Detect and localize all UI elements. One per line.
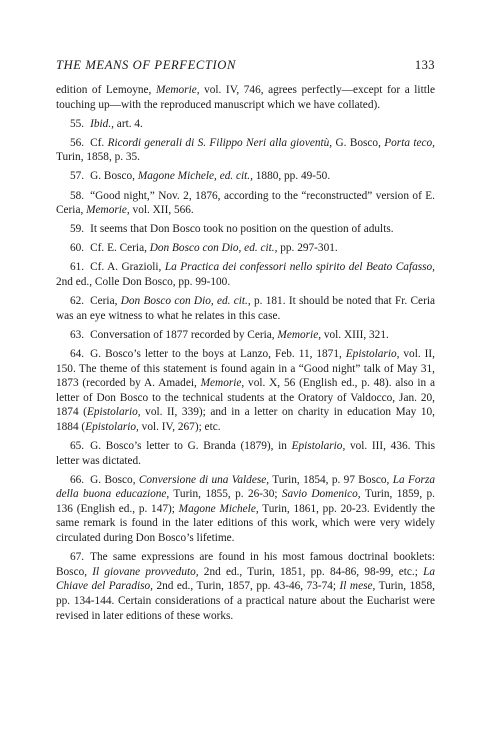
italic-citation: Ricordi generali di S. Filippo Neri alla gioventù, <box>107 136 333 149</box>
note-text: G. Bosco, <box>90 473 139 486</box>
note-text: Cf. E. Ceria, <box>90 242 150 255</box>
italic-citation: Memorie, <box>200 377 245 390</box>
endnote-60 <box>56 241 435 256</box>
note-text: Conversation of 1877 recorded by Ceria, <box>90 328 278 341</box>
endnote-number: 59. <box>70 223 85 236</box>
note-text: vol. X, 56 (English ed., p. 48). also in a letter of Don Bosco to the technical students at the Oratory of Valdocco, Jan. 20, 1874 ( <box>56 377 435 419</box>
endnote-67 <box>56 550 435 623</box>
italic-citation: Conversione di una Valdese, <box>138 473 270 486</box>
note-text: Cf. <box>90 136 108 149</box>
italic-citation: La Practica dei confessori nello spirito del Beato Cafasso, <box>164 261 435 274</box>
note-text: Turin, 1861, pp. 20-23. Evidently the same remark is found in the later editions of this work, which were very widely circulated during Don Bosco’s lifetime. <box>56 502 435 545</box>
endnote-66 <box>56 473 435 546</box>
endnote-number: 60. <box>70 242 85 255</box>
note-text: Turin, 1859, p. 136 (English ed., p. 147); <box>56 488 436 515</box>
italic-citation: Epistolario, <box>345 347 400 360</box>
endnote-62 <box>56 294 435 323</box>
note-text: G. Bosco, <box>332 136 385 149</box>
note-text: 2nd ed., Colle Don Bosco, pp. 99-100. <box>56 276 231 289</box>
endnote-65 <box>56 439 435 468</box>
note-text: G. Bosco, <box>90 170 138 183</box>
italic-citation: Memorie, <box>277 328 322 341</box>
endnote-continuation <box>56 83 435 112</box>
note-text: vol. XII, 566. <box>129 204 194 217</box>
note-text: vol. XIII, 321. <box>321 328 389 341</box>
note-text: vol. IV, 267); etc. <box>138 420 221 433</box>
running-title: THE MEANS OF PERFECTION <box>56 58 236 72</box>
italic-citation: Don Bosco con Dio, ed. cit., <box>120 295 251 308</box>
endnote-61 <box>56 260 435 289</box>
endnote-59 <box>56 222 435 237</box>
endnote-number: 61. <box>70 261 85 274</box>
note-text: 1880, pp. 49-50. <box>252 170 331 183</box>
endnotes-list <box>56 83 435 628</box>
note-text: pp. 297-301. <box>277 242 338 255</box>
italic-citation: Magone Michele, ed. cit., <box>137 170 253 183</box>
endnote-number: 67. <box>70 551 85 564</box>
note-text: 2nd ed., Turin, 1857, pp. 43-46, 73-74; <box>153 580 340 593</box>
note-text: vol. II, 339); and in a letter on charity in education May 10, 1884 ( <box>56 406 435 433</box>
endnote-number: 62. <box>70 295 85 308</box>
endnote-number: 64. <box>70 347 85 360</box>
endnote-55 <box>56 117 435 132</box>
note-text: “Good night,” Nov. 2, 1876, according to the “reconstructed” version of E. Ceria, <box>56 189 435 217</box>
italic-citation: Il giovane provveduto, <box>92 565 199 578</box>
note-text: vol. III, 436. This letter was dictated. <box>56 439 435 467</box>
italic-citation: Epistolario, <box>85 420 139 433</box>
note-text: vol. II, 150. The theme of this statement is found again in a “Good night” talk of May 31, 1873 (recorded by A. Amadei, <box>56 347 435 390</box>
note-text: It seems that Don Bosco took no position on the question of adults. <box>90 223 394 236</box>
note-text: Ceria, <box>90 295 121 308</box>
note-text: 2nd ed., Turin, 1851, pp. 84-86, 98-99, etc.; <box>198 565 424 578</box>
endnote-58 <box>56 189 435 218</box>
italic-citation: Magone Michele, <box>178 502 259 515</box>
running-header <box>56 58 435 74</box>
endnote-number: 66. <box>70 473 85 486</box>
note-text: edition of Lemoyne, <box>56 84 156 96</box>
italic-citation: Epistolario, <box>86 406 141 419</box>
note-text: vol. IV, 746, agrees perfectly—except for a little touching up—with the reproduced manuscript which we have collated). <box>56 84 435 111</box>
endnote-64 <box>56 347 435 435</box>
italic-citation: Ibid., <box>90 117 114 130</box>
note-text: Turin, 1858, p. 35. <box>56 151 141 164</box>
page-number: 133 <box>414 58 435 72</box>
note-text: art. 4. <box>113 117 143 130</box>
note-text: G. Bosco’s letter to the boys at Lanzo, Feb. 11, 1871, <box>90 347 346 360</box>
endnote-number: 55. <box>70 117 85 130</box>
endnote-number: 57. <box>70 170 85 183</box>
italic-citation: Epistolario, <box>291 439 346 452</box>
italic-citation: Savio Domenico, <box>281 488 361 501</box>
endnote-56 <box>56 136 435 165</box>
italic-citation: La Forza della buona educazione, <box>56 473 436 501</box>
note-text: G. Bosco’s letter to G. Branda (1879), in <box>90 439 292 452</box>
endnote-number: 63. <box>70 328 85 341</box>
endnote-number: 56. <box>70 136 85 149</box>
italic-citation: Memorie, <box>155 84 200 96</box>
note-text: The same expressions are found in his most famous doctrinal booklets: Bosco, <box>56 551 435 578</box>
endnote-57 <box>56 169 435 184</box>
note-text: Cf. A. Grazioli, <box>90 261 165 274</box>
endnote-number: 58. <box>70 189 85 202</box>
endnote-number: 65. <box>70 439 85 452</box>
note-text: Turin, 1855, p. 26-30; <box>169 488 282 501</box>
note-text: p. 181. It should be noted that Fr. Ceria was an eye witness to what he relates in this case. <box>56 295 435 322</box>
italic-citation: La Chiave del Paradiso, <box>56 565 435 593</box>
italic-citation: Don Bosco con Dio, ed. cit., <box>149 242 278 255</box>
note-text: Turin, 1858, pp. 134-144. Certain considerations of a practical nature about the Eucharist were revised in later editions of these works. <box>56 580 436 622</box>
italic-citation: Il mese, <box>339 580 376 593</box>
endnote-63 <box>56 328 435 343</box>
note-text: Turin, 1854, p. 97 Bosco, <box>269 473 393 486</box>
italic-citation: Porta teco, <box>384 136 435 149</box>
italic-citation: Memorie, <box>86 204 130 217</box>
